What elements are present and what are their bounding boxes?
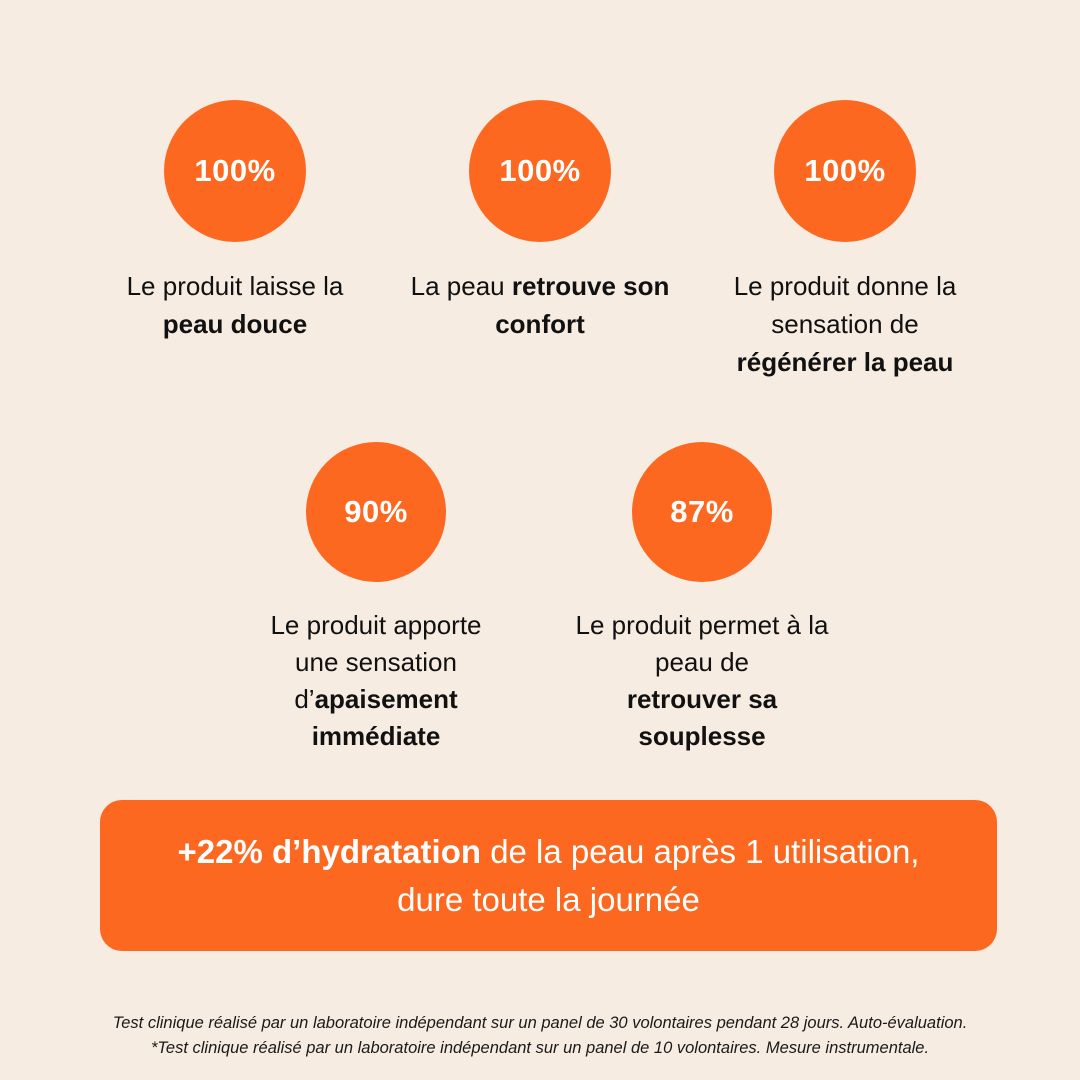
stat-regenerer [705, 100, 985, 381]
stat-value: 100% [499, 153, 581, 188]
banner-text: +22% d’hydratation de la peau après 1 utilisation, dure toute la journée [177, 832, 920, 918]
stat-caption: Le produit donne la sensation de régénérer la peau [733, 271, 957, 377]
stat-souplesse [572, 442, 832, 755]
stat-value: 100% [194, 153, 276, 188]
stat-value: 100% [804, 153, 886, 188]
stat-value: 87% [670, 494, 734, 529]
stat-apaisement [246, 442, 506, 755]
stat-caption: La peau retrouve son confort [410, 271, 670, 339]
footnote-1: Test clinique réalisé par un laboratoire indépendant sur un panel de 30 volontaires pendant 28 jours. Auto-évaluation. [112, 1014, 968, 1032]
stat-value: 90% [344, 494, 408, 529]
footnote-2: *Test clinique réalisé par un laboratoire indépendant sur un panel de 10 volontaires. Mesure instrumentale. [150, 1039, 930, 1057]
stat-confort [410, 100, 670, 343]
hydration-banner [100, 800, 997, 951]
footnotes [0, 1011, 1080, 1061]
stat-circle [469, 100, 611, 242]
stat-circle [164, 100, 306, 242]
stat-peau-douce [115, 100, 355, 343]
stat-circle [774, 100, 916, 242]
stat-caption: Le produit laisse la peau douce [126, 271, 344, 339]
stat-caption: Le produit permet à la peau de retrouver sa souplesse [575, 610, 829, 751]
stat-circle [306, 442, 446, 582]
stat-circle [632, 442, 772, 582]
stat-caption: Le produit apporte une sensation d’apaisement immédiate [270, 610, 482, 751]
